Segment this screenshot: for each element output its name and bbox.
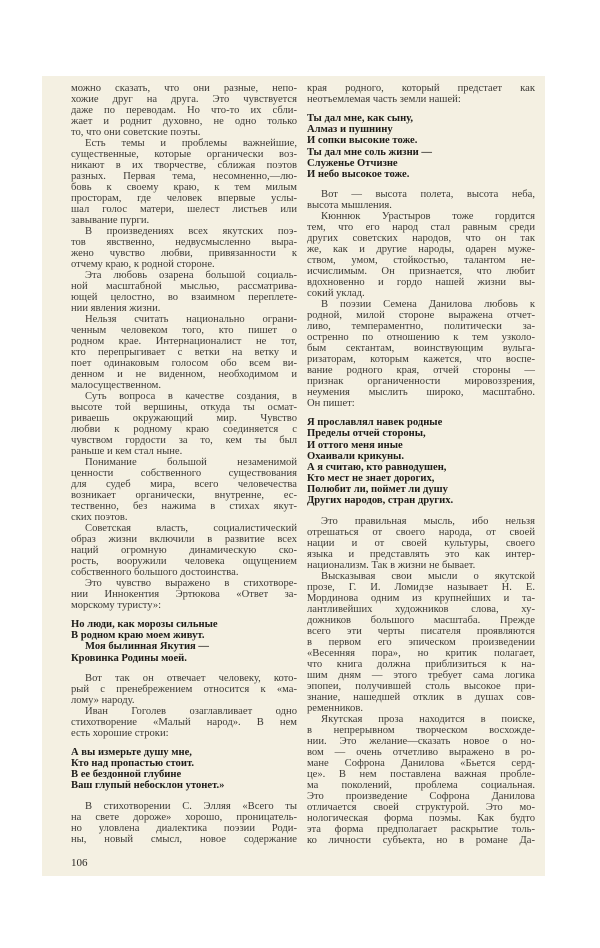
page-number: 106 — [71, 857, 88, 869]
text-line: собственного большого достоинства. — [71, 567, 239, 578]
text-line: вание родного края, отчей стороны — — [307, 365, 535, 377]
paragraph — [71, 314, 297, 391]
text-line: Якутская проза находится в поиске, — [321, 713, 535, 725]
text-line: нии. Это желание—сказать новое о но- — [307, 735, 535, 747]
paragraph — [71, 706, 297, 739]
text-line: кто перепрыгивает с ветки на ветку и — [71, 347, 297, 358]
text-line: Нельзя считать национально ограни- — [85, 314, 297, 325]
poem-line: Кто мест не знает дорогих, — [307, 473, 435, 485]
text-line: прозе, Г. И. Ломидзе называет Н. Е. — [307, 581, 535, 593]
text-line: родном крае. Интернационалист не тот, — [71, 336, 297, 347]
text-line: завывание пурги. — [71, 215, 150, 226]
text-line: Понимание большой незаменимой — [85, 457, 297, 468]
text-line: то, что они советские поэты. — [71, 127, 201, 138]
text-line: нации и от своей культуры, своего — [307, 537, 535, 549]
paragraph — [307, 211, 535, 299]
poem-line: А я считаю, кто равнодушен, — [307, 461, 447, 473]
text-line: тем, что его народ стал равным среди — [307, 222, 535, 234]
text-line: отрешаться от своего народа, от своей — [307, 526, 535, 538]
text-line: вом — очень отчетливо выражено в ро- — [307, 746, 535, 758]
poem-line: Я прославлял навек родные — [307, 417, 443, 429]
poem-line: Моя былинная Якутия — — [85, 641, 210, 653]
text-line: всего эти черты писателя проявляются — [307, 625, 535, 637]
text-line: просторам, где человек впервые услы- — [71, 193, 297, 204]
paragraph — [307, 714, 535, 846]
poem-line: Ты дал мне, как сыну, — [307, 113, 414, 124]
text-line: ливо, темпераментно, политически за- — [307, 321, 535, 333]
text-line: любви к родному краю соединяется с — [71, 424, 297, 435]
text-line: края родного, который предстает как — [307, 83, 535, 94]
text-line: признак органиченности мировоззрения, — [307, 376, 535, 388]
paragraph — [71, 673, 297, 706]
text-line: даже по переводам. Но что-то их сбли- — [71, 105, 297, 116]
text-line: мане Софрона Данилова «Бьется серд- — [307, 757, 535, 769]
poem-line: И небо высокое тоже. — [307, 168, 410, 180]
paragraph — [307, 571, 535, 714]
paragraph — [307, 189, 535, 211]
text-line: Есть темы и проблемы важнейшие, — [85, 138, 297, 149]
text-line: исчислимым. Он признается, что любит — [307, 266, 535, 278]
text-line: отчему краю, к родной стороне. — [71, 259, 215, 270]
text-line: национализм. Так в жизни не бывает. — [307, 559, 476, 571]
text-line: лантливейших художников слова, ху- — [307, 603, 535, 615]
text-line: наций огромную динамическую ско- — [71, 545, 297, 556]
text-line: тов явственно, недвусмысленно выра- — [71, 237, 297, 248]
text-line: рый с пренебрежением относится к «ма- — [71, 683, 297, 695]
text-line: малосущественном. — [71, 380, 162, 391]
text-line: других советских народов, что он так — [307, 233, 535, 245]
text-line: сокий уклад. — [307, 288, 365, 300]
text-line: но уловлена диалектика поэзии Роди- — [71, 822, 297, 834]
text-line: В поэзии Семена Данилова любовь к — [321, 299, 535, 311]
text-line: жает и роднит духовно, не одно только — [71, 116, 297, 127]
text-line: в первом его эпическом произведении — [307, 636, 535, 648]
text-line: це». В нем поставлена важная пробле- — [307, 768, 535, 780]
poem-line: Кровинка Родины моей. — [71, 652, 187, 664]
poem-line: В ее бездонной глубине — [71, 769, 182, 781]
text-line: есть хорошие строки: — [71, 727, 169, 739]
text-line: ны, новый смысл, новое содержание — [71, 833, 297, 845]
text-line: неумения мыслить широко, масштабно. — [307, 387, 535, 399]
text-line: Иван Гоголев озаглавливает одно — [85, 705, 297, 717]
text-line: бовь к своему краю, к тем милым — [71, 182, 297, 193]
text-line: Это чувство выражено в стихотворе- — [85, 578, 297, 589]
right-column — [307, 83, 535, 846]
paragraph — [307, 299, 535, 409]
paragraph — [71, 801, 297, 845]
paragraph — [71, 457, 297, 523]
text-line: морскому туристу»: — [71, 600, 162, 611]
poem-quote — [307, 417, 535, 507]
text-line: родной, милой стороне выражена отчет- — [307, 310, 535, 322]
text-line: Это правильная мысль, ибо нельзя — [321, 515, 535, 527]
text-line: нологическая форма поэмы. Как будто — [307, 812, 535, 824]
text-line: денном и не виденном, необходимом и — [71, 369, 297, 380]
text-line: нии Иннокентия Эртюкова «Ответ за- — [71, 589, 297, 600]
text-line: Он пишет: — [307, 398, 355, 410]
paragraph — [71, 523, 297, 578]
text-line: стихотворение «Малый народ». В нем — [71, 716, 297, 728]
poem-line: Служенье Отчизне — [307, 157, 398, 169]
poem-line: А вы измерьте душу мне, — [71, 746, 192, 758]
text-line: раньше и кем стал ныне. — [71, 446, 183, 457]
text-line: бым сектантам, воинствующим вульга- — [307, 343, 535, 355]
text-line: Советская власть, социалистический — [85, 523, 297, 534]
poem-line: Охаивали крикуны. — [307, 450, 404, 462]
text-line: Суть вопроса в качестве создания, в — [85, 391, 297, 402]
poem-line: И оттого меня иные — [307, 439, 403, 451]
poem-quote — [71, 747, 297, 792]
text-line: В стихотворении С. Элляя «Всего ты — [85, 800, 297, 812]
paragraph — [71, 578, 297, 611]
paragraph — [71, 270, 297, 314]
poem-line: Алмаз и пушнину — [307, 124, 393, 136]
text-line: шим дням — этого требует сама логика — [307, 669, 535, 681]
text-line: высоте той вершины, откуда ты осмат- — [71, 402, 297, 413]
poem-quote — [307, 113, 535, 180]
poem-line: В родном краю моем живут. — [71, 630, 205, 642]
text-line: ко личности субъекта, но в романе Да- — [307, 834, 535, 846]
text-line: Высказывая свои мысли о якутской — [321, 570, 535, 582]
text-line: ченным человеком того, кто пишет о — [71, 325, 297, 336]
poem-line: Полюбит ли, поймет ли душу — [307, 484, 448, 496]
poem-line: И сопки высокие тоже. — [307, 135, 418, 147]
text-line: отличается своей структурой. Это мо- — [307, 801, 535, 813]
paragraph — [71, 226, 297, 270]
text-line: «Весенняя пора», но критик полагает, — [307, 647, 535, 659]
text-line: что книга должна приблизиться к на- — [307, 658, 535, 670]
text-line: чувством гордости за то, кем ты был — [71, 435, 297, 446]
poem-line: Других народов, стран других. — [307, 495, 454, 507]
text-line: неотъемлемая часть земли нашей: — [307, 94, 461, 105]
text-line: эта форма предполагает раскрытие толь- — [307, 823, 535, 835]
text-line: остренно по отношению к тем узколо- — [307, 332, 535, 344]
text-line: ством, умом, стойкостью, талантом не- — [307, 255, 535, 267]
text-line: Вот так он отвечает человеку, кото- — [85, 672, 297, 684]
text-line: ма поколений, проблема социальная. — [307, 779, 535, 791]
poem-quote — [71, 619, 297, 664]
text-line: рость, вооружили человека ощущением — [71, 556, 297, 567]
poem-line: Ты дал мне соль жизни — — [307, 146, 433, 158]
text-line: Кюннюк Урастыров тоже гордится — [321, 211, 535, 223]
paragraph — [307, 83, 535, 105]
text-line: ских поэтов. — [71, 512, 128, 523]
text-line: Мординова одним из крупнейших и та- — [307, 592, 535, 604]
text-line: можно сказать, что они разные, непо- — [71, 83, 297, 94]
text-line: языка и представлять это как интер- — [307, 548, 535, 560]
text-line: разных. Первая тема, несомненно,—лю- — [71, 171, 297, 182]
paragraph — [71, 391, 297, 457]
text-line: эпопеи, получившей столь высокое при- — [307, 680, 535, 692]
text-line: образ жизни включили в развитие всех — [71, 534, 297, 545]
text-line: ризаторам, которым кажется, что воспе- — [307, 354, 535, 366]
poem-line: Но люди, как морозы сильные — [71, 619, 218, 630]
text-line: жено чувство любви, привязанности к — [71, 248, 297, 259]
text-line: знание, нашедшей отклик в душах сов- — [307, 691, 535, 703]
text-line: на свете дороже» хорошо, проницатель- — [71, 811, 297, 823]
paragraph — [71, 83, 297, 138]
text-line: лому» народу. — [71, 694, 135, 706]
text-line: существенные, которые органически воз- — [71, 149, 297, 160]
text-line: тественно, без нажима в стихах якут- — [71, 501, 297, 512]
paragraph — [307, 516, 535, 571]
text-line: возникает органически, внутренне, ес- — [71, 490, 297, 501]
text-line: для судеб мира, всего человечества — [71, 479, 297, 490]
poem-line: Кто над пропастью стоит. — [71, 757, 195, 769]
text-line: поет одинаковым голосом обо всем ви- — [71, 358, 297, 369]
poem-line: Ваш глупый небосклон утонет.» — [71, 780, 225, 792]
text-line: никают в их творчестве, сближая поэтов — [71, 160, 297, 171]
left-column — [71, 83, 297, 845]
text-line: В произведениях всех якутских поэ- — [85, 226, 297, 237]
text-line: в непрерывном творческом восхожде- — [307, 724, 535, 736]
text-line: Это произведение Софрона Данилова — [307, 790, 535, 802]
text-line: шал голос матери, шелест листьев или — [71, 204, 297, 215]
text-line: Эта любовь озарена большой социаль- — [85, 270, 297, 281]
text-line: вдохновенно и гордо нашей жизни вы- — [307, 277, 535, 289]
text-line: хожие друг на друга. Это чувствуется — [71, 94, 297, 105]
text-line: Вот — высота полета, высота неба, — [321, 189, 535, 201]
text-line: дожников большого масштаба. Прежде — [307, 614, 535, 626]
text-line: ной масштабной мыслью, рассматрива- — [71, 281, 297, 292]
text-line: риваешь окружающий мир. Чувство — [71, 413, 297, 424]
poem-line: Пределы отчей стороны, — [307, 428, 426, 440]
text-line: же, как и другие народы, одарен муже- — [307, 244, 535, 256]
text-line: ющей целостно, во взаимном переплете- — [71, 292, 297, 303]
paragraph — [71, 138, 297, 226]
text-line: высота мышления. — [307, 200, 392, 212]
text-line: ременников. — [307, 702, 363, 714]
text-line: нии явления жизни. — [71, 303, 161, 314]
text-line: ценности собственного существования — [71, 468, 297, 479]
